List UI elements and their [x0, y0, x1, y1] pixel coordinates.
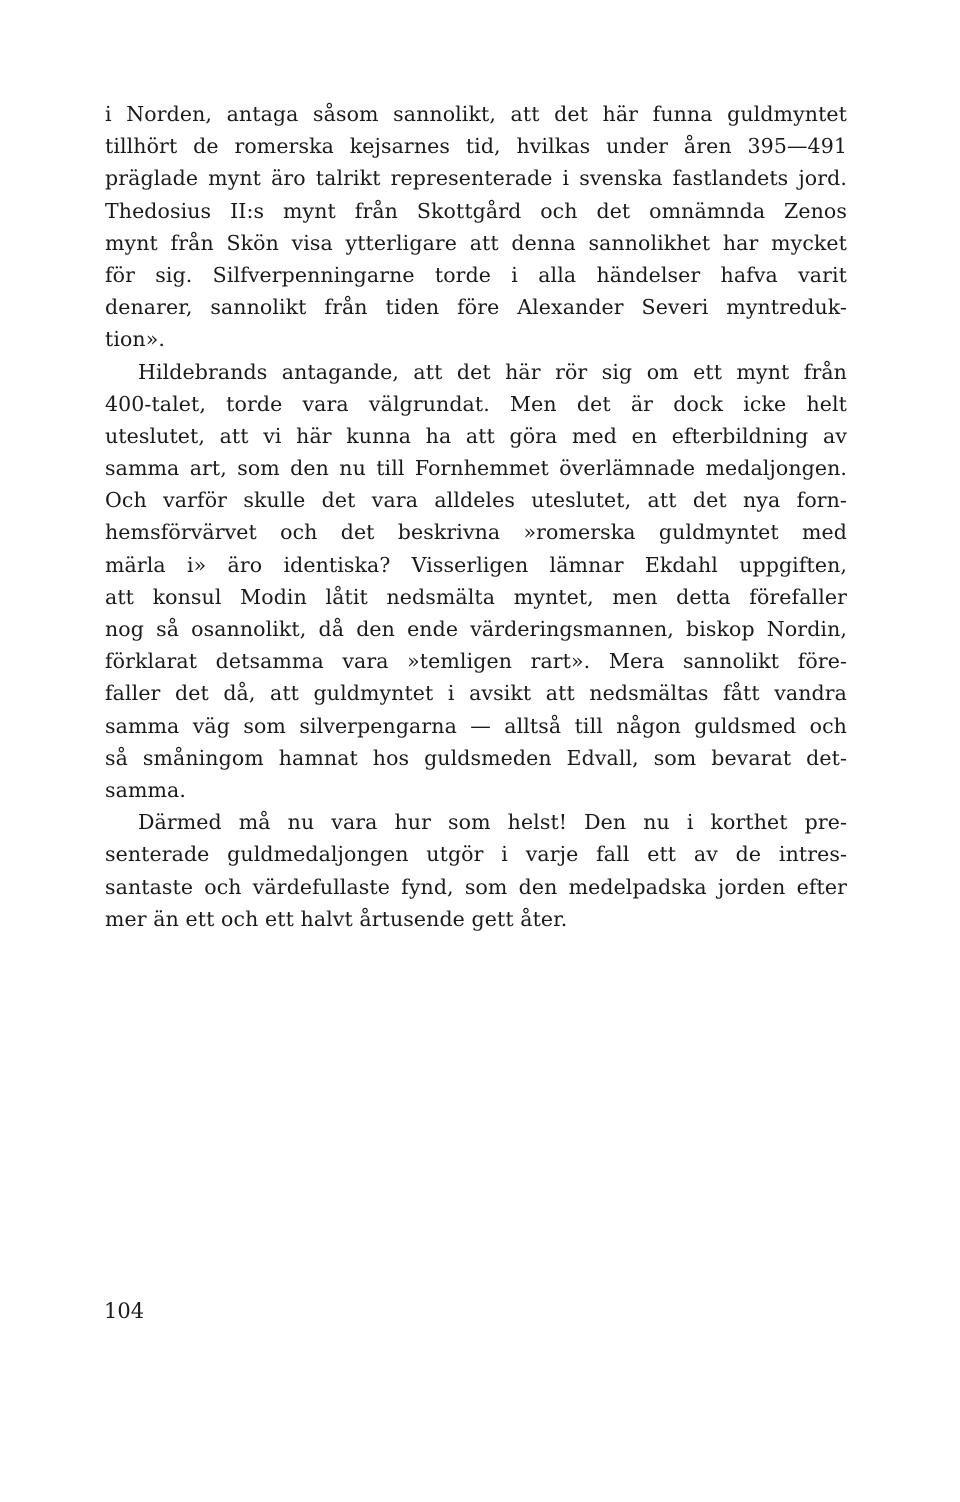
text-line: märla i» äro identiska? Visserligen lämnar Ekdahl uppgiften, [105, 552, 847, 577]
text-line: 400-talet, torde vara välgrundat. Men det är dock icke helt [105, 391, 847, 416]
text-line: nog så osannolikt, då den ende värderingsmannen, biskop Nordin, [105, 617, 847, 641]
text-line: senterade guldmedaljongen utgör i varje fall ett av de intres- [105, 842, 847, 867]
text-line: uteslutet, att vi här kunna ha att göra med en efterbildning av [105, 423, 847, 448]
text-line: Och varför skulle det vara alldeles uteslutet, att det nya forn- [105, 488, 847, 513]
text-line: mynt från Skön visa ytterligare att denna sannolikhet har mycket [105, 230, 847, 255]
text-line: mer än ett och ett halvt årtusende gett åter. [105, 906, 568, 931]
text-line: Hildebrands antagande, att det här rör sig om ett mynt från [138, 359, 847, 384]
text-line: Thedosius II:s mynt från Skottgård och det omnämnda Zenos [105, 198, 847, 223]
page-number: 104 [104, 1299, 145, 1323]
text-line: samma. [105, 777, 186, 802]
text-line: denarer, sannolikt från tiden före Alexander Severi myntreduk- [105, 295, 847, 320]
paragraph-3 [105, 806, 847, 935]
text-line: hemsförvärvet och det beskrivna »romerska guldmyntet med [105, 520, 847, 545]
text-line: präglade mynt äro talrikt representerade i svenska fastlandets jord. [105, 166, 847, 191]
text-line: faller det då, att guldmyntet i avsikt att nedsmältas fått vandra [105, 681, 847, 706]
text-line: att konsul Modin låtit nedsmälta myntet, men detta förefaller [105, 584, 847, 609]
text-line: tillhört de romerska kejsarnes tid, hvilkas under åren 395—491 [105, 134, 847, 159]
text-line: santaste och värdefullaste fynd, som den medelpadska jorden efter [105, 874, 847, 899]
text-line: i Norden, antaga såsom sannolikt, att det här funna guldmyntet [105, 102, 847, 126]
text-line: samma art, som den nu till Fornhemmet överlämnade medaljongen. [105, 456, 847, 481]
text-line: för sig. Silfverpenningarne torde i alla händelser hafva varit [105, 262, 847, 287]
text-line: förklarat detsamma vara »temligen rart». Mera sannolikt före- [105, 649, 847, 674]
text-line: samma väg som silverpengarna — alltså till någon guldsmed och [105, 713, 847, 738]
body-text [105, 98, 847, 935]
text-line: så småningom hamnat hos guldsmeden Edvall, som bevarat det- [105, 745, 847, 770]
paragraph-2 [105, 356, 847, 807]
text-line: tion». [105, 327, 165, 352]
paragraph-1 [105, 98, 847, 356]
text-line: Därmed må nu vara hur som helst! Den nu i korthet pre- [138, 810, 847, 835]
